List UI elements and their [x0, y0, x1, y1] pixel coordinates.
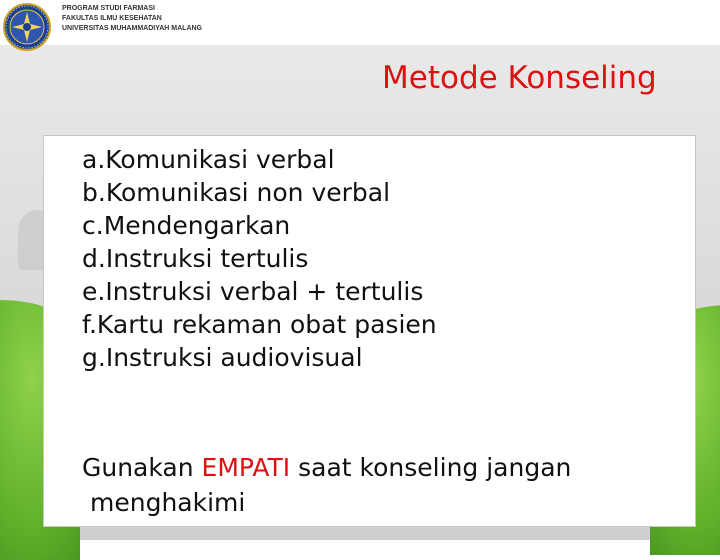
note-text-after: saat konseling jangan [290, 453, 572, 482]
institution-text [62, 4, 202, 34]
institution-line: FAKULTAS ILMU KESEHATAN [62, 15, 162, 22]
note-line-1 [82, 450, 692, 485]
note-line-2: menghakimi [90, 488, 246, 517]
list-item: a.Komunikasi verbal [82, 145, 335, 174]
slide-title: Metode Konseling [382, 60, 657, 96]
list-item: d.Instruksi tertulis [82, 244, 309, 273]
content-box [43, 135, 696, 527]
institution-line: UNIVERSITAS MUHAMMADIYAH MALANG [62, 25, 202, 32]
list-item: e.Instruksi verbal + tertulis [82, 277, 424, 306]
empathy-note [82, 450, 692, 520]
note-text-before: Gunakan [82, 453, 202, 482]
list-item: b.Komunikasi non verbal [82, 178, 391, 207]
method-list [82, 143, 437, 374]
list-item: g.Instruksi audiovisual [82, 343, 363, 372]
list-item: f.Kartu rekaman obat pasien [82, 310, 437, 339]
note-emphasis: EMPATI [201, 453, 291, 482]
institution-line: PROGRAM STUDI FARMASI [62, 5, 155, 12]
university-seal-icon [2, 2, 52, 52]
list-item: c.Mendengarkan [82, 211, 291, 240]
slide-header [0, 0, 720, 45]
